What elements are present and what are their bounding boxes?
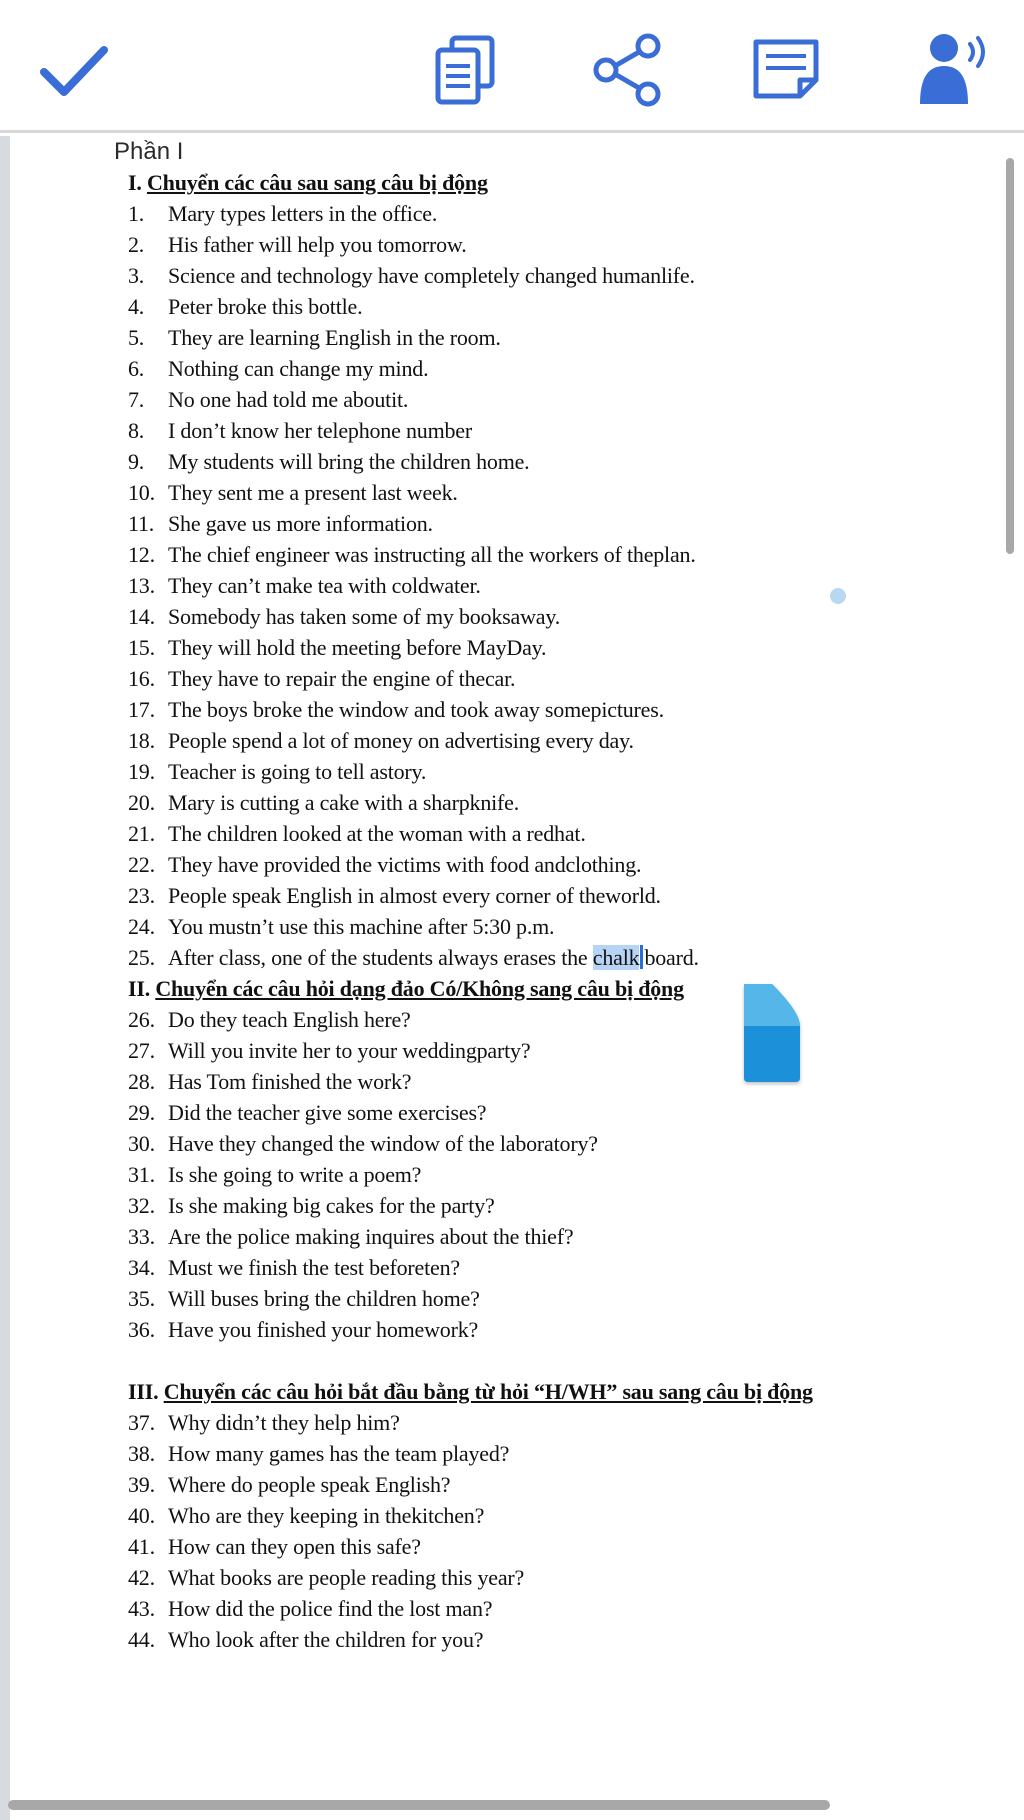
- list-item: [128, 1408, 400, 1438]
- list-item: [128, 261, 695, 291]
- speaker-person-icon: [910, 28, 994, 112]
- list-item-text: They are learning English in the room.: [168, 325, 501, 350]
- list-item-number: 22.: [128, 852, 155, 877]
- list-item-text: Must we finish the test beforeten?: [168, 1255, 460, 1280]
- list-item-text: Who look after the children for you?: [168, 1627, 484, 1652]
- list-item: [128, 292, 362, 322]
- list-item: [128, 1625, 483, 1655]
- read-aloud-button[interactable]: [910, 28, 994, 112]
- selection-handle[interactable]: [742, 982, 804, 1086]
- list-item-number: 14.: [128, 604, 155, 629]
- copy-icon: [424, 28, 508, 112]
- section-title: [128, 168, 488, 198]
- list-item-number: 29.: [128, 1100, 155, 1125]
- list-item-text: How many games has the team played?: [168, 1441, 510, 1466]
- list-item: [128, 1036, 530, 1066]
- share-icon: [584, 28, 668, 112]
- list-item-text: Will you invite her to your weddingparty?: [168, 1038, 531, 1063]
- list-item: [128, 1315, 478, 1345]
- section-title-text: Chuyển các câu hỏi bắt đầu bằng từ hỏi “H/WH” sau sang câu bị động: [163, 1379, 813, 1404]
- list-item-text: Mary is cutting a cake with a sharpknife.: [168, 790, 520, 815]
- section-prefix: II.: [128, 976, 156, 1001]
- list-item: [128, 633, 546, 663]
- list-item-number: 39.: [128, 1472, 155, 1497]
- list-item: [128, 1098, 486, 1128]
- list-item-text: Have they changed the window of the laboratory?: [168, 1131, 598, 1156]
- list-item: [128, 447, 529, 477]
- list-item-number: 27.: [128, 1038, 155, 1063]
- list-item-number: 16.: [128, 666, 155, 691]
- list-item-number: 30.: [128, 1131, 155, 1156]
- copy-button[interactable]: [424, 28, 508, 112]
- list-item-text: I don’t know her telephone number: [168, 418, 472, 443]
- vertical-scrollbar[interactable]: [1006, 158, 1014, 554]
- list-item: [128, 1191, 495, 1221]
- section-title: [128, 1377, 813, 1407]
- list-item-text: They have to repair the engine of thecar.: [168, 666, 516, 691]
- section-title-text: Chuyển các câu hỏi dạng đảo Có/Không sang câu bị động: [155, 976, 684, 1001]
- list-item-number: 3.: [128, 263, 145, 288]
- list-item: [128, 1594, 492, 1624]
- list-item-text: They will hold the meeting before MayDay.: [168, 635, 547, 660]
- list-item: [128, 726, 634, 756]
- list-item-text: Is she going to write a poem?: [168, 1162, 422, 1187]
- selected-text[interactable]: chalk: [592, 945, 640, 970]
- checkmark-icon: [32, 28, 116, 112]
- list-item: [128, 1005, 411, 1035]
- list-item: [128, 850, 641, 880]
- list-item-text: Has Tom finished the work?: [168, 1069, 412, 1094]
- list-item-text: board.: [644, 945, 699, 970]
- list-item-text: The chief engineer was instructing all the workers of theplan.: [168, 542, 696, 567]
- list-item-text: Is she making big cakes for the party?: [168, 1193, 495, 1218]
- list-item-text: Peter broke this bottle.: [168, 294, 363, 319]
- list-item: [128, 1470, 450, 1500]
- list-item-number: 10.: [128, 480, 155, 505]
- document-page[interactable]: [10, 136, 1024, 1820]
- list-item-text: Are the police making inquires about the thief?: [168, 1224, 574, 1249]
- list-item-number: 2.: [128, 232, 145, 257]
- list-item-text: How did the police find the lost man?: [168, 1596, 493, 1621]
- list-item: [128, 912, 554, 942]
- list-item-text: People speak English in almost every corner of theworld.: [168, 883, 661, 908]
- list-item: [128, 881, 661, 911]
- list-item: [128, 230, 467, 260]
- list-item: [128, 1439, 509, 1469]
- list-item-number: 34.: [128, 1255, 155, 1280]
- list-item-text: Who are they keeping in thekitchen?: [168, 1503, 485, 1528]
- list-item-number: 26.: [128, 1007, 155, 1032]
- list-item: [128, 1284, 480, 1314]
- list-item-number: 43.: [128, 1596, 155, 1621]
- list-item: [128, 1160, 421, 1190]
- list-item-number: 5.: [128, 325, 145, 350]
- list-item-text: People spend a lot of money on advertising every day.: [168, 728, 634, 753]
- list-item-number: 42.: [128, 1565, 155, 1590]
- share-button[interactable]: [584, 28, 668, 112]
- list-item-number: 6.: [128, 356, 145, 381]
- list-item-text: Why didn’t they help him?: [168, 1410, 400, 1435]
- section-title: [128, 974, 684, 1004]
- list-item-number: 44.: [128, 1627, 155, 1652]
- list-item-text: My students will bring the children home.: [168, 449, 530, 474]
- list-item-number: 7.: [128, 387, 145, 412]
- list-item-number: 37.: [128, 1410, 155, 1435]
- list-item-text: Will buses bring the children home?: [168, 1286, 480, 1311]
- list-item: [128, 943, 699, 973]
- section-prefix: III.: [128, 1379, 164, 1404]
- list-item: [128, 695, 664, 725]
- list-item-number: 36.: [128, 1317, 155, 1342]
- list-item-text: They can’t make tea with coldwater.: [168, 573, 481, 598]
- list-item: [128, 416, 472, 446]
- document-heading: Phần I: [114, 138, 184, 165]
- list-item-number: 11.: [128, 511, 155, 536]
- list-item: [128, 819, 586, 849]
- list-item: [128, 602, 560, 632]
- page-edge: [0, 136, 10, 1820]
- note-icon: [744, 28, 828, 112]
- list-item: [128, 1532, 421, 1562]
- list-item: [128, 788, 519, 818]
- list-item-number: 21.: [128, 821, 155, 846]
- list-item: [128, 385, 408, 415]
- list-item-number: 17.: [128, 697, 155, 722]
- section-title-text: Chuyển các câu sau sang câu bị động: [146, 170, 488, 195]
- list-item-number: 23.: [128, 883, 155, 908]
- list-item-number: 13.: [128, 573, 155, 598]
- list-item-text: His father will help you tomorrow.: [168, 232, 467, 257]
- list-item: [128, 1501, 484, 1531]
- list-item: [128, 1222, 573, 1252]
- text-cursor: [640, 945, 643, 969]
- list-item-text: Did the teacher give some exercises?: [168, 1100, 487, 1125]
- list-item: [128, 354, 428, 384]
- list-item-number: 25.: [128, 945, 155, 970]
- list-item-text: The boys broke the window and took away somepictures.: [168, 697, 664, 722]
- section-prefix: I.: [128, 170, 147, 195]
- list-item-text: After class, one of the students always erases the: [168, 945, 593, 970]
- list-item-text: Where do people speak English?: [168, 1472, 451, 1497]
- list-item-text: No one had told me aboutit.: [168, 387, 409, 412]
- list-item-number: 20.: [128, 790, 155, 815]
- list-item-number: 32.: [128, 1193, 155, 1218]
- list-item-number: 15.: [128, 635, 155, 660]
- list-item-text: She gave us more information.: [168, 511, 433, 536]
- list-item-text: They sent me a present last week.: [168, 480, 458, 505]
- list-item: [128, 199, 437, 229]
- list-item-number: 28.: [128, 1069, 155, 1094]
- list-item-text: Science and technology have completely changed humanlife.: [168, 263, 695, 288]
- list-item-text: How can they open this safe?: [168, 1534, 421, 1559]
- list-item: [128, 1129, 598, 1159]
- list-item-number: 4.: [128, 294, 145, 319]
- list-item-number: 19.: [128, 759, 155, 784]
- list-item: [128, 540, 696, 570]
- list-item: [128, 509, 433, 539]
- list-item-text: You mustn’t use this machine after 5:30 p.m.: [168, 914, 555, 939]
- list-item-number: 18.: [128, 728, 155, 753]
- list-item-number: 41.: [128, 1534, 155, 1559]
- list-item: [128, 571, 481, 601]
- list-item: [128, 323, 501, 353]
- list-item-text: Do they teach English here?: [168, 1007, 411, 1032]
- list-item-number: 1.: [128, 201, 145, 226]
- horizontal-scrollbar[interactable]: [8, 1800, 830, 1810]
- list-item: [128, 757, 426, 787]
- list-item-text: Have you finished your homework?: [168, 1317, 479, 1342]
- touch-indicator: [830, 588, 846, 604]
- list-item: [128, 664, 515, 694]
- list-item-text: Somebody has taken some of my booksaway.: [168, 604, 561, 629]
- list-item-number: 8.: [128, 418, 145, 443]
- comment-button[interactable]: [744, 28, 828, 112]
- list-item-text: Teacher is going to tell astory.: [168, 759, 427, 784]
- list-item-text: Mary types letters in the office.: [168, 201, 438, 226]
- list-item: [128, 1253, 460, 1283]
- list-item-number: 24.: [128, 914, 155, 939]
- list-item-number: 35.: [128, 1286, 155, 1311]
- list-item: [128, 1563, 524, 1593]
- toolbar: [0, 0, 1024, 133]
- list-item-number: 33.: [128, 1224, 155, 1249]
- done-button[interactable]: [32, 28, 116, 112]
- list-item-number: 12.: [128, 542, 155, 567]
- list-item-text: Nothing can change my mind.: [168, 356, 429, 381]
- list-item-number: 38.: [128, 1441, 155, 1466]
- list-item: [128, 1067, 411, 1097]
- list-item-text: They have provided the victims with food andclothing.: [168, 852, 642, 877]
- list-item: [128, 478, 458, 508]
- list-item-text: The children looked at the woman with a redhat.: [168, 821, 586, 846]
- list-item-number: 31.: [128, 1162, 155, 1187]
- list-item-number: 9.: [128, 449, 145, 474]
- list-item-number: 40.: [128, 1503, 155, 1528]
- list-item-text: What books are people reading this year?: [168, 1565, 525, 1590]
